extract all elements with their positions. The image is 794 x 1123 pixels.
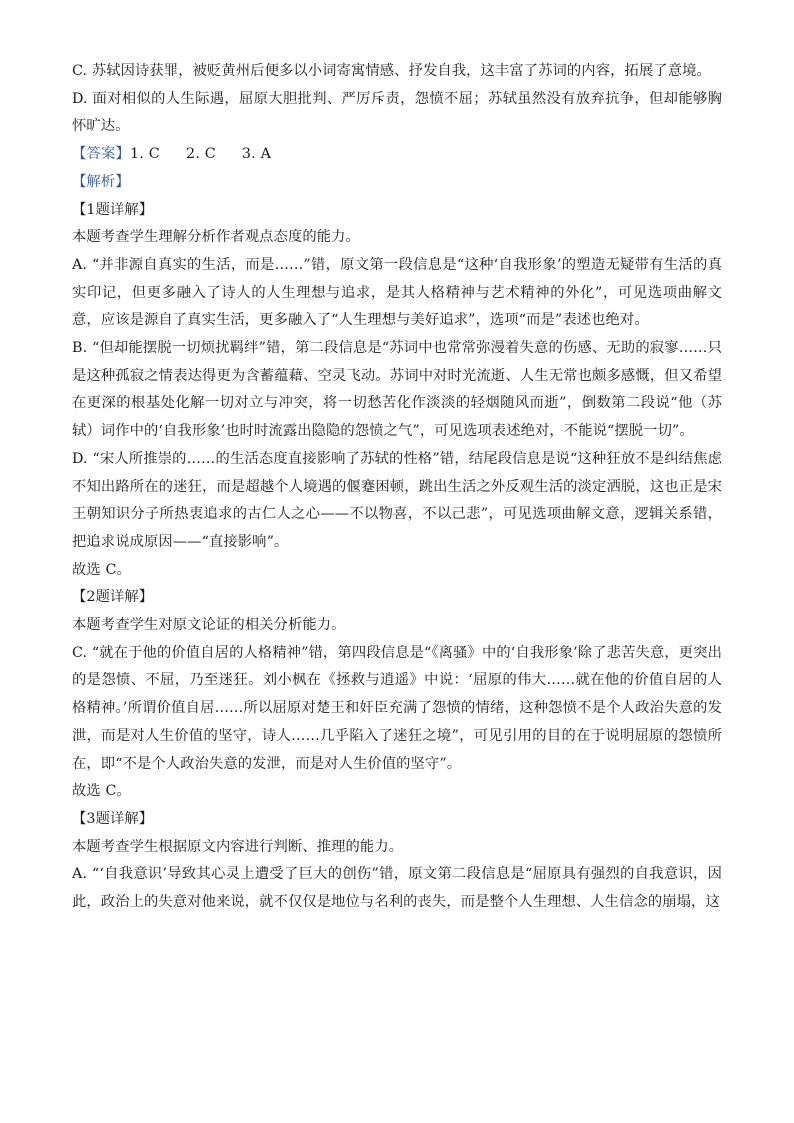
q2-heading: 【2题详解】 bbox=[72, 589, 154, 606]
q2-intro: 本题考查学生对原文论证的相关分析能力。 bbox=[72, 617, 346, 634]
q1-conclusion: 故选 C。 bbox=[72, 561, 131, 578]
q2-conclusion: 故选 C。 bbox=[72, 783, 131, 800]
answer-line bbox=[72, 141, 722, 169]
q1-analysis-b: B. “但却能摆脱一切烦扰羁绊”错，第二段信息是“苏词中也常常弥漫着失意的伤感、无助的寂寥……只是这种孤寂之情表达得更为含蓄蕴藉、空灵飞动。苏词中对时光流逝、人生无常也颇多感慨，但又希望在更深的根基处化解一切对立与冲突，将一切愁苦化作淡淡的轻烟随风而逝”，倒数第二段说“他（苏轼）词作中的‘自我形象’也时时流露出隐隐的怨愤之气”，可见选项表述绝对，不能说“摆脱一切”。 bbox=[72, 340, 722, 440]
q3-heading: 【3题详解】 bbox=[72, 810, 154, 827]
analysis-heading: 【解析】 bbox=[72, 173, 130, 190]
answer-tag: 【答案】 bbox=[72, 146, 130, 163]
answer-3: 3. A bbox=[241, 146, 272, 163]
q1-intro: 本题考查学生理解分析作者观点态度的能力。 bbox=[72, 229, 360, 246]
document-page bbox=[72, 58, 722, 917]
q3-intro: 本题考查学生根据原文内容进行判断、推理的能力。 bbox=[72, 838, 404, 855]
q2-analysis-c: C. “就在于他的价值自居的人格精神”错，第四段信息是“《离骚》中的‘自我形象’除了悲苦失意，更突出的是怨愤、不屈，乃至迷狂。刘小枫在《拯救与逍遥》中说：‘屈原的伟大……就在他的价值自居的人格精神。’所谓价值自居……所以屈原对楚王和奸臣充满了怨愤的情绪，这种怨愤不是个人政治失意的发泄，而是对人生价值的坚守，诗人……几乎陷入了迷狂之境”，可见引用的目的在于说明屈原的怨愤所在，即“不是个人政治失意的发泄，而是对人生价值的坚守”。 bbox=[72, 644, 722, 772]
q1-analysis-a: A. “并非源自真实的生活，而是……”错，原文第一段信息是“这种‘自我形象’的塑造无疑带有生活的真实印记，但更多融入了诗人的人生理想与追求，是其人格精神与艺术精神的外化”，可见选项曲解文意，应该是源自了真实生活，更多融入了“人生理想与美好追求”，选项“而是”表述也绝对。 bbox=[72, 256, 722, 329]
answer-1: 1. C bbox=[130, 146, 160, 163]
q1-heading: 【1题详解】 bbox=[72, 201, 154, 218]
answer-2: 2. C bbox=[185, 146, 216, 163]
q3-analysis-a: A. “‘自我意识’导致其心灵上遭受了巨大的创伤”错，原文第二段信息是“屈原具有强烈的自我意识，因此，政治上的失意对他来说，就不仅仅是地位与名利的丧失，而是整个人生理想、人生信念的崩塌，这 bbox=[72, 866, 722, 911]
q1-option-d: D. 面对相似的人生际遇，屈原大胆批判、严厉斥责，怨愤不屈；苏轼虽然没有放弃抗争，但却能够胸怀旷达。 bbox=[72, 90, 722, 135]
q1-option-c: C. 苏轼因诗获罪，被贬黄州后便多以小词寄寓情感、抒发自我，这丰富了苏词的内容，拓展了意境。 bbox=[72, 63, 711, 79]
q1-analysis-d: D. “宋人所推崇的……的生活态度直接影响了苏轼的性格”错，结尾段信息是说“这种狂放不是纠结焦虑不知出路所在的迷狂，而是超越个人境遇的偃蹇困顿，跳出生活之外反观生活的淡定洒脱，这也正是宋王朝知识分子所热衷追求的古仁人之心——不以物喜，不以己悲”，可见选项曲解文意，逻辑关系错，把追求说成原因——“直接影响”。 bbox=[72, 450, 722, 550]
